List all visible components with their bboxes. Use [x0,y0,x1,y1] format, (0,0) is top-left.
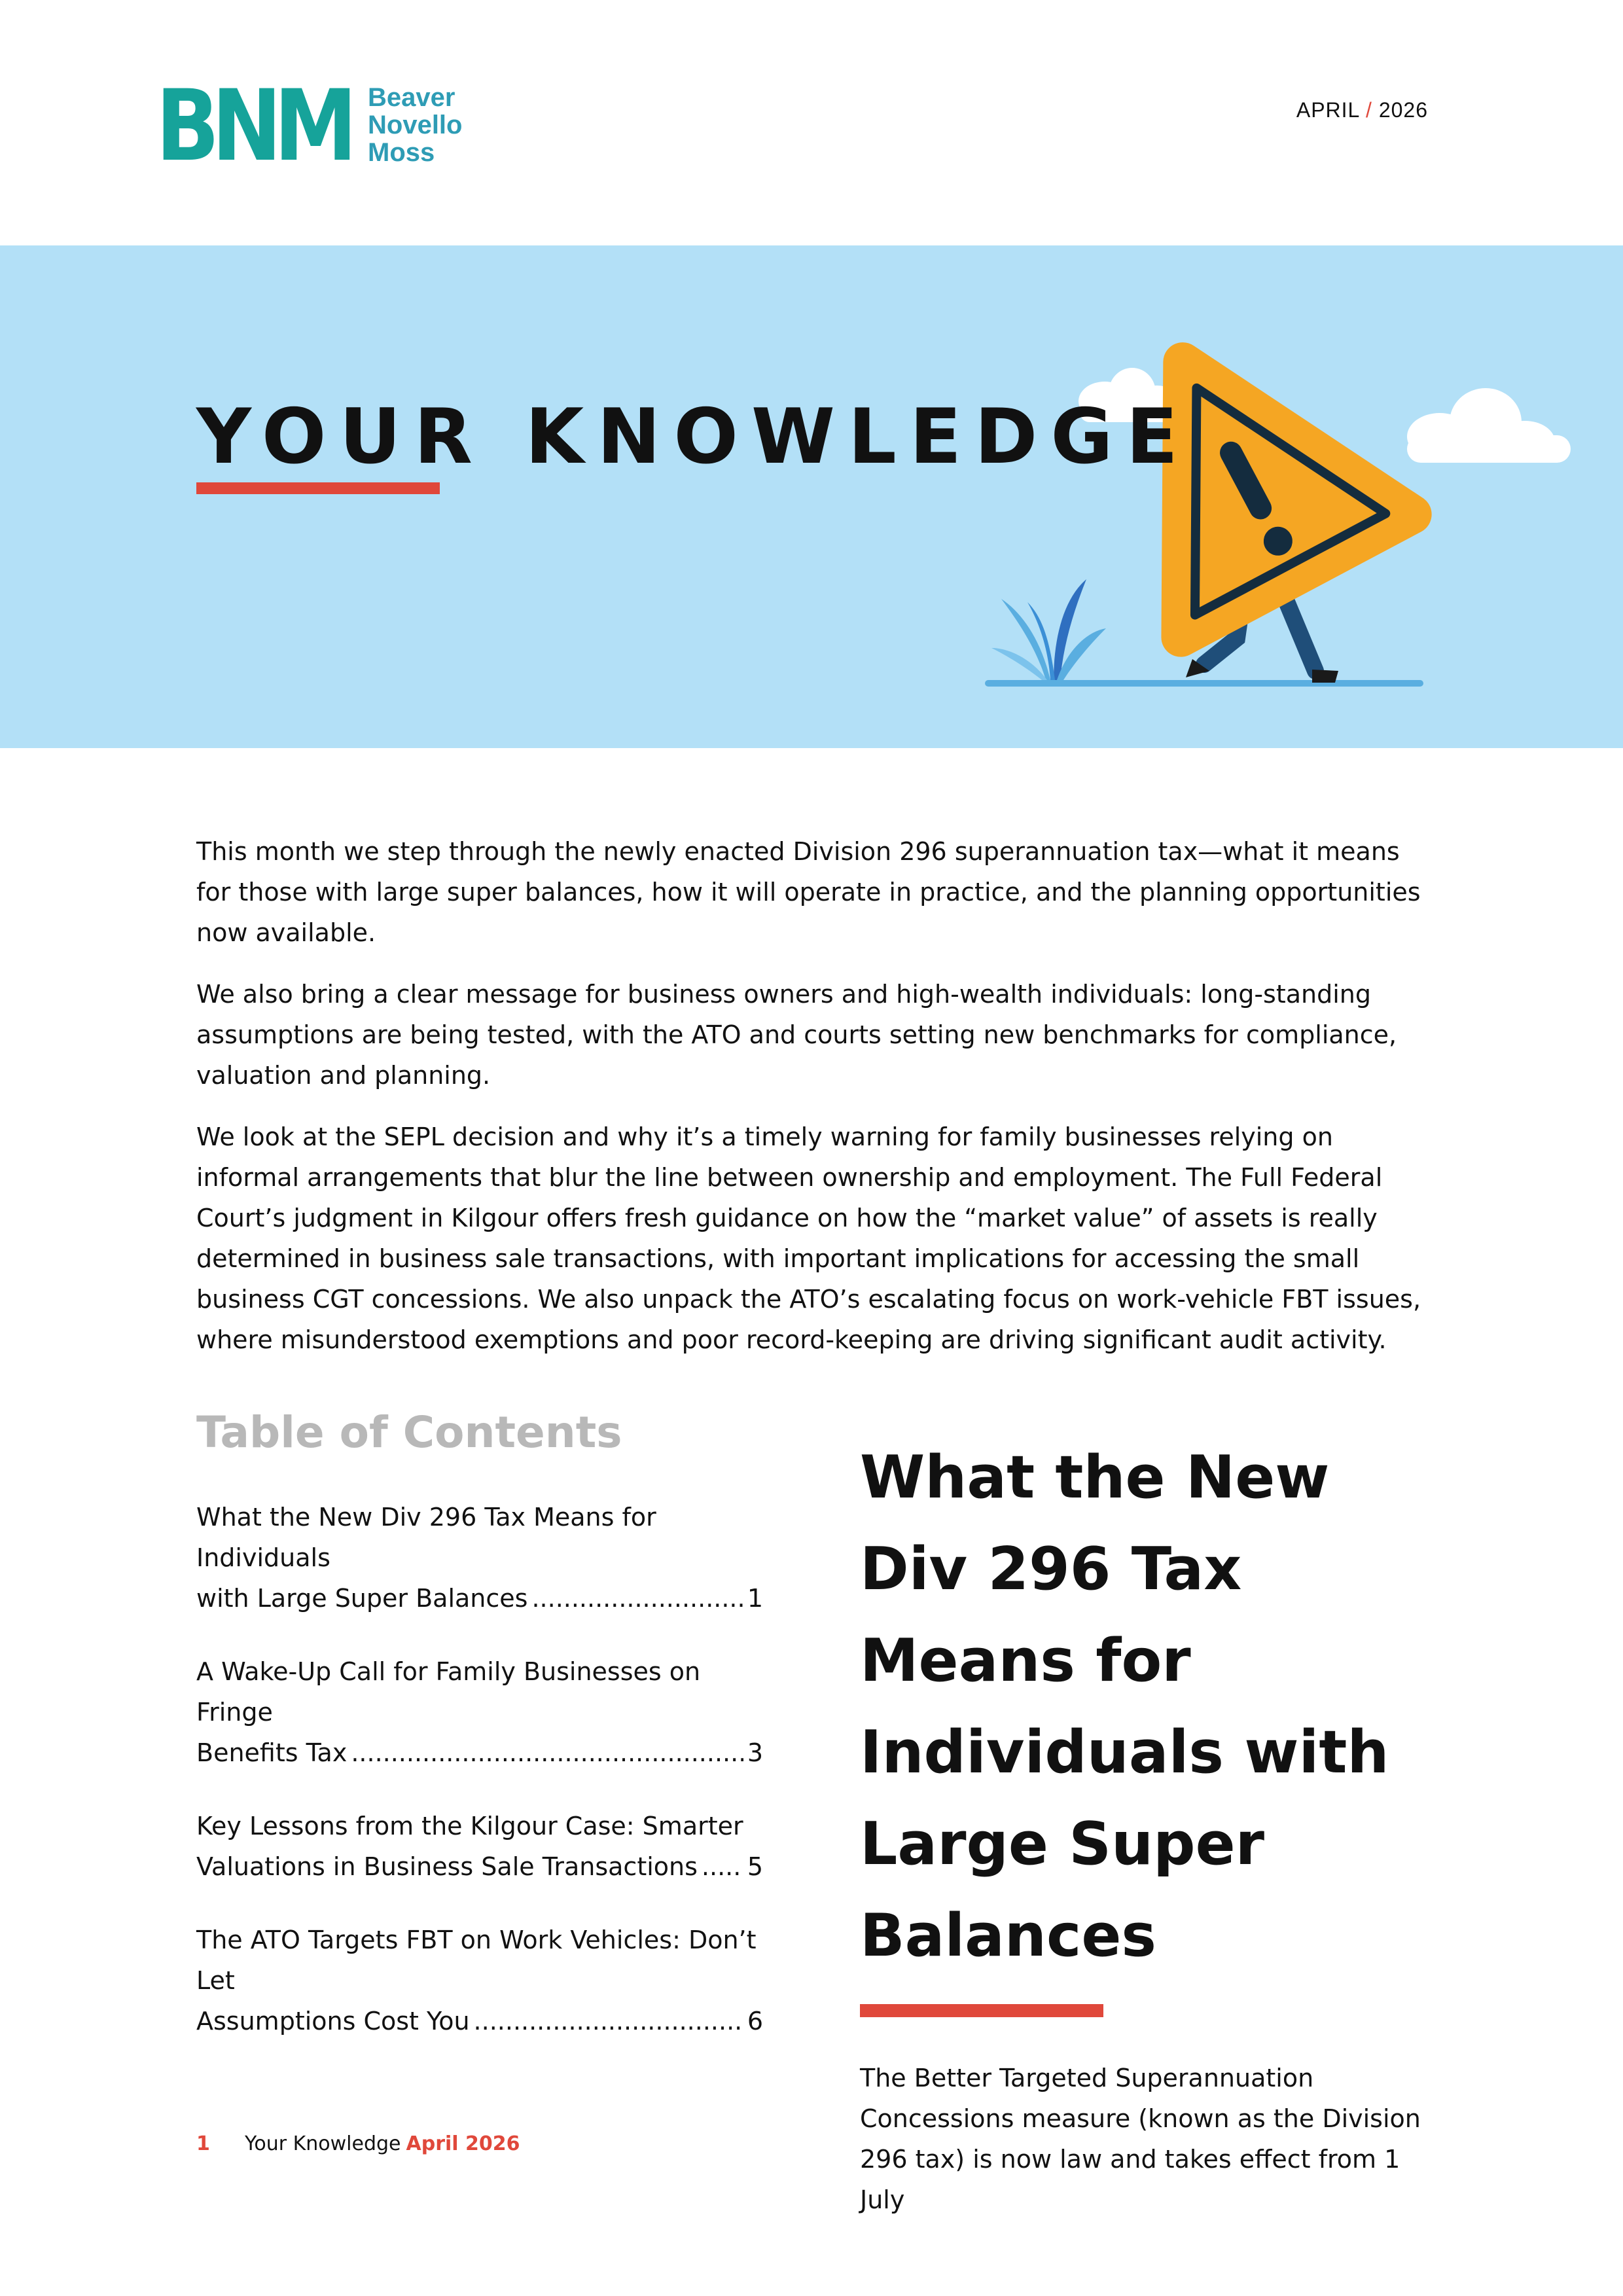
intro-paragraph: We also bring a clear message for business owners and high-wealth individuals: long-standing assumptions are being tested, with the ATO and courts setting new benchmarks for compliance, valuation and planning. [196,980,1397,1090]
logo-word-3: Moss [368,138,435,167]
issue-date [1296,98,1428,122]
toc-entry-title-line1: The ATO Targets FBT on Work Vehicles: Don’t Let [196,1926,757,1995]
toc-leader-dots [531,1578,743,1619]
toc-title: Table of Contents [196,1407,622,1458]
toc-page-number: 6 [747,2007,763,2036]
plant-icon [991,579,1106,680]
article-title-underline [860,2004,1103,2017]
intro-paragraph: This month we step through the newly enacted Division 296 superannuation tax—what it means for those with large super balances, how it will operate in practice, and the planning opportunities now available. [196,837,1421,947]
intro-paragraph: We look at the SEPL decision and why it’s a timely warning for family businesses relying on informal arrangements that blur the line between ownership and employment. The Full Federal Court’s judgment in Kilgour offers fresh guidance on how the “market value” of assets is really determined in business sale transactions, with important implications for accessing the small business CGT concessions. We also unpack the ATO’s escalating focus on work-vehicle FBT issues, where misunderstood exemptions and poor record-keeping are driving significant audit activity. [196,1122,1421,1354]
toc-entry[interactable] [196,1497,763,1619]
toc-entry[interactable] [196,1920,763,2041]
toc-entry-title-line2: Valuations in Business Sale Transactions [196,1852,698,1881]
warning-sign-carrier-icon [0,245,1623,748]
date-separator: / [1366,98,1372,122]
toc-page-number: 5 [747,1852,763,1881]
banner-title: YOUR KNOWLEDGE [196,393,1191,481]
toc-page-number: 3 [747,1738,763,1767]
svg-text:BNM: BNM [156,84,350,166]
date-year: 2026 [1378,98,1428,122]
toc-entry[interactable] [196,1806,763,1887]
page-footer [196,2132,520,2155]
lead-article [860,1432,1449,2220]
toc-entry-title-line1: A Wake-Up Call for Family Businesses on Fringe [196,1657,701,1727]
toc-entry-title-line2: Benefits Tax [196,1738,348,1767]
date-month: APRIL [1296,98,1360,122]
logo-wordmark [368,84,462,166]
hero-banner [0,245,1623,748]
toc-entry-title-line2: with Large Super Balances [196,1584,528,1613]
logo-word-2: Novello [368,111,463,139]
toc-entry-title-line1: Key Lessons from the Kilgour Case: Smarter [196,1812,743,1840]
logo-word-1: Beaver [368,83,455,112]
toc-leader-dots [474,2001,743,2041]
footer-publication: Your Knowledge [245,2132,401,2155]
toc-entry-title-line2: Assumptions Cost You [196,2007,470,2036]
toc-leader-dots [351,1732,743,1773]
footer-page-number: 1 [196,2132,210,2155]
toc-entry-title-line1: What the New Div 296 Tax Means for Individuals [196,1503,656,1572]
intro-section [196,831,1427,1381]
banner-title-underline [196,482,440,494]
article-body: The Better Targeted Superannuation Concessions measure (known as the Division 296 tax) is now law and takes effect from 1 July [860,2064,1421,2214]
toc-leader-dots [702,1846,743,1887]
bnm-logo-mark-icon [156,84,352,166]
toc-page-number: 1 [747,1584,763,1613]
article-title: What the New Div 296 Tax Means for Individuals with Large Super Balances [860,1443,1389,1970]
table-of-contents [196,1407,763,2074]
toc-entry[interactable] [196,1651,763,1773]
company-logo [156,84,462,166]
footer-issue: April 2026 [406,2132,520,2155]
cloud-icon [1407,388,1571,463]
